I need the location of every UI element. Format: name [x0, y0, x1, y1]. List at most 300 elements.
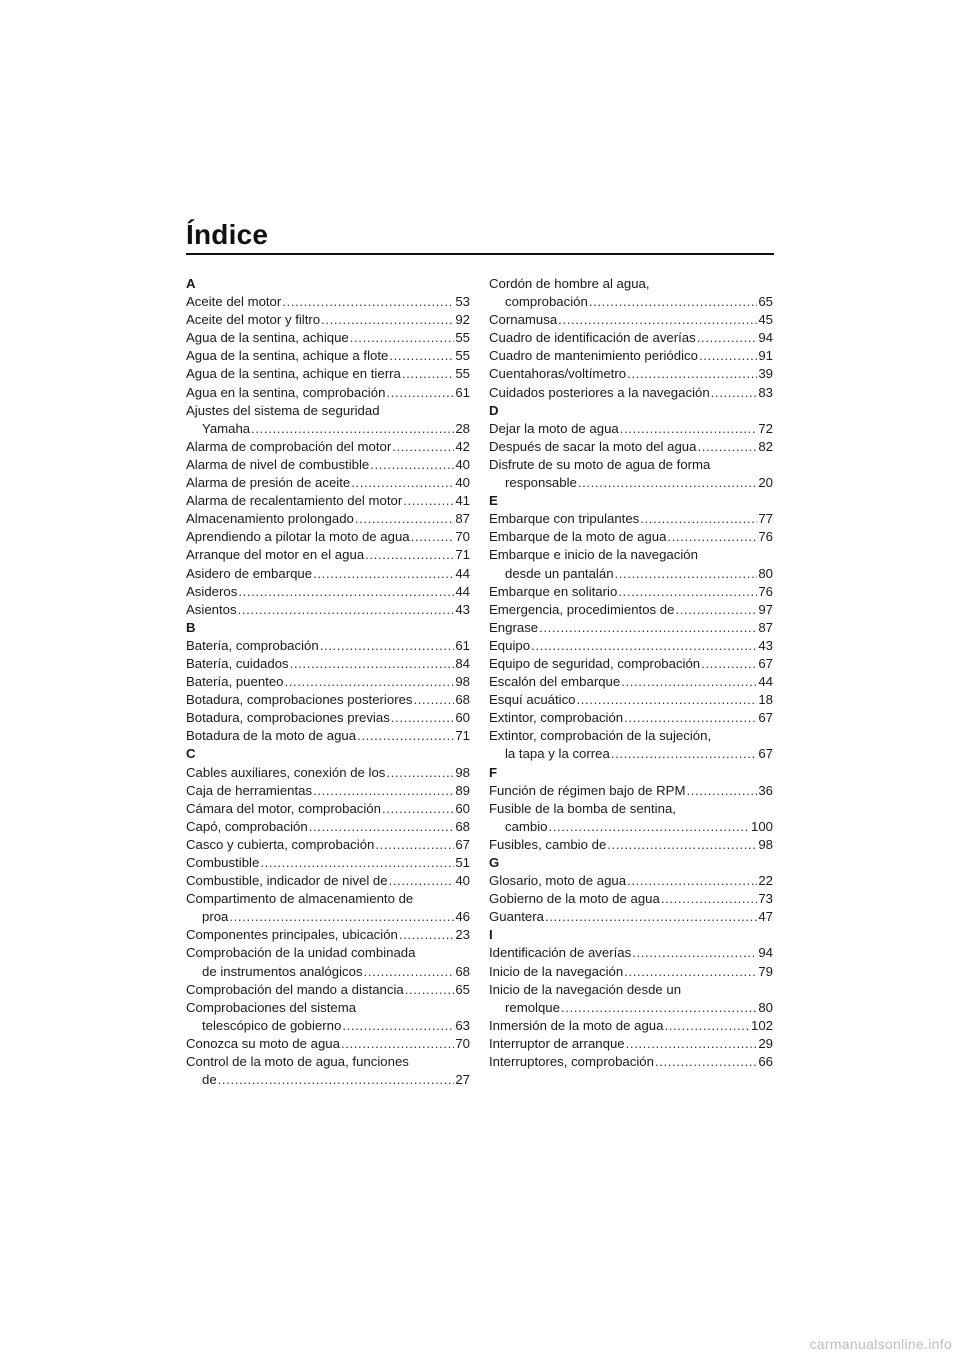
index-entry [489, 583, 773, 601]
index-entry-text: Cables auxiliares, conexión de los [186, 764, 386, 780]
index-entry-text: Cuidados posteriores a la navegación [489, 384, 710, 400]
index-page-number: 18 [758, 692, 773, 708]
index-entry [489, 438, 773, 456]
dot-leader [561, 999, 757, 1017]
index-page-number: 73 [758, 891, 773, 907]
dot-leader [577, 691, 758, 709]
dot-leader [626, 1035, 758, 1053]
index-page-number: 102 [750, 1017, 773, 1033]
dot-leader [558, 311, 757, 329]
index-page-number: 47 [758, 909, 773, 925]
index-entry [186, 492, 470, 510]
index-entry [489, 365, 773, 383]
dot-leader [661, 890, 758, 908]
dot-leader [611, 745, 758, 763]
index-entry-text: Equipo [489, 637, 531, 653]
index-page-number: 68 [455, 818, 470, 834]
index-page-number: 43 [758, 637, 773, 653]
index-page-number: 28 [455, 420, 470, 436]
index-entry [489, 420, 773, 438]
index-entry [489, 836, 773, 854]
index-entry [489, 1035, 773, 1053]
index-entry-text: Botadura de la moto de agua [186, 728, 357, 744]
index-entry [186, 691, 470, 709]
index-page-number: 40 [455, 456, 470, 472]
index-entry-continued [489, 546, 773, 564]
index-entry-text: Extintor, comprobación [489, 710, 624, 726]
index-section-letter: D [489, 402, 499, 418]
index-entry-text: Inmersión de la moto de agua [489, 1017, 664, 1033]
index-entry-text: Embarque en solitario [489, 583, 618, 599]
index-entry-text: Ajustes del sistema de seguridad [186, 402, 380, 418]
index-entry-text: Escalón del embarque [489, 674, 621, 690]
index-entry-text: Comprobación del mando a distancia [186, 981, 404, 997]
index-entry [186, 1017, 470, 1035]
index-entry-text: remolque [505, 999, 560, 1015]
index-entry [186, 818, 470, 836]
index-entry [186, 854, 470, 872]
dot-leader [399, 926, 454, 944]
index-entry-continued [186, 890, 470, 908]
index-entry-text: Cuadro de identificación de averías [489, 330, 696, 346]
index-column-right [489, 275, 773, 1071]
index-page-number: 61 [455, 384, 470, 400]
index-entry-text: Batería, comprobación [186, 637, 319, 653]
index-entry-text: Aceite del motor [186, 294, 282, 310]
dot-leader [238, 601, 455, 619]
index-entry-text: Agua de la sentina, achique [186, 330, 349, 346]
index-entry-text: Agua en la sentina, comprobación [186, 384, 386, 400]
index-entry [489, 347, 773, 365]
index-page-number: 98 [758, 836, 773, 852]
dot-leader [405, 981, 455, 999]
index-page-number: 36 [758, 782, 773, 798]
index-page-number: 41 [455, 493, 470, 509]
index-entry [186, 384, 470, 402]
index-entry [186, 655, 470, 673]
index-entry-text: Yamaha [202, 420, 251, 436]
index-entry [489, 691, 773, 709]
index-page-number: 40 [455, 475, 470, 491]
index-entry [489, 565, 773, 583]
index-entry-text: Aprendiendo a pilotar la moto de agua [186, 529, 410, 545]
dot-leader [697, 329, 758, 347]
index-entry-text: Alarma de recalentamiento del motor [186, 493, 403, 509]
dot-leader [364, 963, 455, 981]
dot-leader [313, 565, 454, 583]
index-entry-text: Almacenamiento prolongado [186, 511, 354, 527]
dot-leader [351, 474, 454, 492]
dot-leader [229, 908, 454, 926]
dot-leader [382, 800, 454, 818]
index-entry [186, 510, 470, 528]
index-entry-text: Batería, puenteo [186, 674, 284, 690]
dot-leader [414, 691, 455, 709]
index-entry-text: Después de sacar la moto del agua [489, 438, 697, 454]
index-page-number: 87 [758, 619, 773, 635]
index-entry-continued [489, 981, 773, 999]
dot-leader [699, 347, 757, 365]
dot-leader [667, 528, 757, 546]
index-entry-text: Embarque de la moto de agua [489, 529, 667, 545]
index-page-number: 20 [758, 475, 773, 491]
index-page-number: 70 [455, 1035, 470, 1051]
index-entry-text: Comprobación de la unidad combinada [186, 945, 416, 961]
index-entry [489, 384, 773, 402]
index-page-number: 66 [758, 1054, 773, 1070]
index-entry-text: Comprobaciones del sistema [186, 999, 357, 1015]
dot-leader [309, 818, 455, 836]
index-entry-text: cambio [505, 818, 548, 834]
index-entry [489, 311, 773, 329]
index-page-number: 83 [758, 384, 773, 400]
index-page-number: 97 [758, 601, 773, 617]
index-page-number: 67 [758, 710, 773, 726]
dot-leader [218, 1071, 455, 1089]
index-entry-text: Aceite del motor y filtro [186, 312, 321, 328]
index-page-number: 65 [455, 981, 470, 997]
dot-leader [632, 944, 757, 962]
index-page-number: 91 [758, 348, 773, 364]
index-page-number: 53 [455, 294, 470, 310]
index-page-number: 70 [455, 529, 470, 545]
index-entry-text: Control de la moto de agua, funciones [186, 1054, 409, 1070]
index-entry-text: Componentes principales, ubicación [186, 927, 398, 943]
index-entry [186, 782, 470, 800]
index-page-number: 63 [455, 1017, 470, 1033]
dot-leader [403, 492, 454, 510]
index-entry [186, 963, 470, 981]
dot-leader [341, 1035, 454, 1053]
index-entry [489, 818, 773, 836]
index-page-number: 94 [758, 330, 773, 346]
index-page-number: 68 [455, 963, 470, 979]
index-entry-text: Interruptores, comprobación [489, 1054, 654, 1070]
index-entry-text: comprobación [505, 294, 588, 310]
index-entry-text: Guantera [489, 909, 544, 925]
index-page-number: 55 [455, 348, 470, 364]
dot-leader [607, 836, 757, 854]
index-entry-text: Combustible [186, 855, 260, 870]
index-entry [186, 528, 470, 546]
index-entry [186, 474, 470, 492]
dot-leader [350, 329, 455, 347]
dot-leader [655, 1053, 757, 1071]
index-entry-text: Extintor, comprobación de la sujeción, [489, 728, 712, 744]
index-entry-text: Fusibles, cambio de [489, 836, 607, 852]
dot-leader [386, 764, 454, 782]
index-entry-text: Embarque con tripulantes [489, 511, 640, 527]
index-entry [186, 438, 470, 456]
index-entry [186, 1071, 470, 1089]
dot-leader [342, 1017, 454, 1035]
index-entry-text: telescópico de gobierno [202, 1017, 342, 1033]
index-page-number: 67 [758, 746, 773, 762]
index-page-number: 94 [758, 945, 773, 961]
index-page-number: 72 [758, 420, 773, 436]
index-entry [186, 293, 470, 311]
index-entry [186, 311, 470, 329]
index-page-number: 45 [758, 312, 773, 328]
index-entry [186, 637, 470, 655]
dot-leader [589, 293, 757, 311]
index-entry [489, 999, 773, 1017]
dot-leader [411, 528, 455, 546]
dot-leader [392, 438, 454, 456]
index-entry [489, 709, 773, 727]
dot-leader [531, 637, 757, 655]
dot-leader [251, 420, 454, 438]
index-entry [489, 890, 773, 908]
index-entry-text: Alarma de comprobación del motor [186, 438, 392, 454]
index-entry-text: Asidero de embarque [186, 565, 313, 581]
index-entry-text: Combustible, indicador de nivel de [186, 873, 388, 889]
index-entry [186, 872, 470, 890]
dot-leader [539, 619, 757, 637]
dot-leader [697, 438, 757, 456]
index-entry-text: Botadura, comprobaciones previas [186, 710, 390, 726]
index-section-letter: B [186, 619, 196, 635]
index-entry [489, 474, 773, 492]
index-entry-text: responsable [505, 475, 577, 491]
dot-leader [238, 583, 454, 601]
dot-leader [389, 872, 455, 890]
index-page-number: 27 [455, 1072, 470, 1088]
dot-leader [355, 510, 454, 528]
index-page-number: 44 [455, 583, 470, 599]
dot-leader [620, 420, 758, 438]
index-page-number: 100 [750, 818, 773, 834]
index-entry-text: Capó, comprobación [186, 818, 308, 834]
index-page-number: 71 [455, 547, 470, 563]
index-entry-text: la tapa y la correa [505, 746, 610, 762]
index-entry [489, 745, 773, 763]
dot-leader [578, 474, 757, 492]
dot-leader [375, 836, 454, 854]
index-entry-continued [186, 999, 470, 1017]
index-entry-continued [489, 800, 773, 818]
index-page-number: 98 [455, 764, 470, 780]
index-entry-text: Casco y cubierta, comprobación [186, 836, 375, 852]
index-page-number: 40 [455, 873, 470, 889]
index-section-letter: F [489, 764, 498, 780]
dot-leader [686, 782, 757, 800]
index-entry-continued [489, 456, 773, 474]
index-page-number: 23 [455, 927, 470, 943]
index-entry [186, 365, 470, 383]
index-entry-continued [186, 944, 470, 962]
index-page-number: 87 [455, 511, 470, 527]
index-page-number: 51 [455, 855, 470, 870]
dot-leader [624, 963, 757, 981]
index-page-number: 67 [758, 655, 773, 671]
index-page-number: 22 [758, 873, 773, 889]
index-entry [186, 727, 470, 745]
dot-leader [282, 293, 454, 311]
dot-leader [624, 709, 757, 727]
dot-leader [618, 583, 757, 601]
index-entry-text: Batería, cuidados [186, 655, 289, 671]
index-page-number: 92 [455, 312, 470, 328]
index-section-letter: I [489, 927, 493, 943]
index-entry-text: de [202, 1072, 217, 1088]
index-entry [489, 601, 773, 619]
index-entry [489, 673, 773, 691]
index-entry-continued [489, 275, 773, 293]
dot-leader [615, 565, 758, 583]
dot-leader [313, 782, 454, 800]
title-rule [186, 253, 774, 255]
index-entry-text: Función de régimen bajo de RPM [489, 782, 686, 798]
index-entry-text: Asientos [186, 601, 237, 617]
index-entry [489, 637, 773, 655]
index-page-number: 29 [758, 1035, 773, 1051]
index-entry-continued [186, 402, 470, 420]
index-entry-text: Cordón de hombre al agua, [489, 276, 650, 291]
index-entry [489, 329, 773, 347]
index-entry-text: Cuadro de mantenimiento periódico [489, 348, 698, 364]
index-entry-continued [186, 1053, 470, 1071]
index-entry-text: Inicio de la navegación desde un [489, 981, 682, 997]
index-entry-text: Alarma de presión de aceite [186, 475, 351, 491]
dot-leader [664, 1017, 750, 1035]
index-page-number: 89 [455, 782, 470, 798]
index-entry [186, 546, 470, 564]
index-page-number: 39 [758, 366, 773, 382]
index-entry [186, 800, 470, 818]
dot-leader [545, 908, 757, 926]
index-entry [489, 528, 773, 546]
page-title: Índice [186, 219, 269, 250]
index-entry-text: Engrase [489, 619, 539, 635]
index-entry-text: Cornamusa [489, 312, 558, 328]
index-entry-text: Conozca su moto de agua [186, 1035, 340, 1051]
index-entry [489, 908, 773, 926]
index-section-letter: C [186, 746, 196, 762]
index-entry-text: Equipo de seguridad, comprobación [489, 655, 701, 671]
index-entry-text: Arranque del motor en el agua [186, 547, 365, 563]
index-entry [489, 963, 773, 981]
index-section-letter: E [489, 493, 498, 509]
index-page-number: 77 [758, 511, 773, 527]
index-page-number: 76 [758, 583, 773, 599]
dot-leader [285, 673, 455, 691]
index-entry [186, 329, 470, 347]
index-entry [186, 836, 470, 854]
dot-leader [627, 872, 757, 890]
index-entry-text: Agua de la sentina, achique en tierra [186, 366, 401, 382]
index-entry [489, 1053, 773, 1071]
index-entry [186, 764, 470, 782]
index-entry [489, 619, 773, 637]
index-entry-text: Fusible de la bomba de sentina, [489, 800, 676, 816]
index-entry [186, 565, 470, 583]
index-page-number: 55 [455, 330, 470, 346]
index-entry [186, 420, 470, 438]
index-entry-text: Botadura, comprobaciones posteriores [186, 692, 413, 708]
index-entry [186, 347, 470, 365]
index-entry-text: Glosario, moto de agua [489, 873, 627, 889]
dot-leader [370, 456, 454, 474]
index-entry-text: Compartimento de almacenamiento de [186, 891, 414, 907]
index-page-number: 44 [455, 565, 470, 581]
index-entry-text: de instrumentos analógicos [202, 963, 363, 979]
index-entry-text: Cámara del motor, comprobación [186, 800, 381, 816]
index-section-letter: A [186, 276, 196, 291]
dot-leader [320, 637, 455, 655]
dot-leader [549, 818, 750, 836]
index-entry [489, 872, 773, 890]
dot-leader [260, 854, 454, 872]
index-page-number: 76 [758, 529, 773, 545]
index-entry-text: Disfrute de su moto de agua de forma [489, 456, 711, 472]
dot-leader [365, 546, 454, 564]
index-page-number: 60 [455, 710, 470, 726]
index-entry-text: Inicio de la navegación [489, 963, 624, 979]
index-entry [186, 673, 470, 691]
index-page-number: 44 [758, 674, 773, 690]
dot-leader [675, 601, 757, 619]
index-entry-text: Emergencia, procedimientos de [489, 601, 675, 617]
index-page-number: 46 [455, 909, 470, 925]
index-page-number: 43 [455, 601, 470, 617]
index-entry-text: desde un pantalán [505, 565, 614, 581]
dot-leader [357, 727, 454, 745]
dot-leader [402, 365, 455, 383]
index-page-number: 67 [455, 836, 470, 852]
index-entry [186, 456, 470, 474]
index-page-number: 61 [455, 637, 470, 653]
index-entry [489, 510, 773, 528]
dot-leader [627, 365, 757, 383]
index-entry [186, 1035, 470, 1053]
index-entry-text: Agua de la sentina, achique a flote [186, 348, 389, 364]
index-entry-text: Interruptor de arranque [489, 1035, 625, 1051]
index-entry [489, 944, 773, 962]
index-entry [489, 293, 773, 311]
index-entry-text: Gobierno de la moto de agua [489, 891, 660, 907]
index-entry [489, 782, 773, 800]
index-page-number: 82 [758, 438, 773, 454]
index-page-number: 65 [758, 294, 773, 310]
dot-leader [386, 384, 454, 402]
index-page-number: 68 [455, 692, 470, 708]
index-page-number: 71 [455, 728, 470, 744]
index-entry-text: Esquí acuático [489, 692, 576, 708]
dot-leader [711, 384, 758, 402]
index-page-number: 80 [758, 565, 773, 581]
index-column-left [186, 275, 470, 1089]
index-entry-text: Embarque e inicio de la navegación [489, 547, 698, 563]
index-entry [186, 981, 470, 999]
index-entry-text: Dejar la moto de agua [489, 420, 619, 436]
dot-leader [321, 311, 454, 329]
index-page-number: 84 [455, 655, 470, 671]
index-entry-text: Cuentahoras/voltímetro [489, 366, 627, 382]
dot-leader [640, 510, 757, 528]
index-entry-text: Caja de herramientas [186, 782, 313, 798]
dot-leader [621, 673, 757, 691]
index-page-number: 79 [758, 963, 773, 979]
index-page-number: 60 [455, 800, 470, 816]
index-entry [186, 709, 470, 727]
index-entry [186, 601, 470, 619]
dot-leader [389, 347, 454, 365]
index-page-number: 98 [455, 674, 470, 690]
index-entry [489, 655, 773, 673]
index-entry-text: Identificación de averías [489, 945, 632, 961]
index-entry [186, 926, 470, 944]
